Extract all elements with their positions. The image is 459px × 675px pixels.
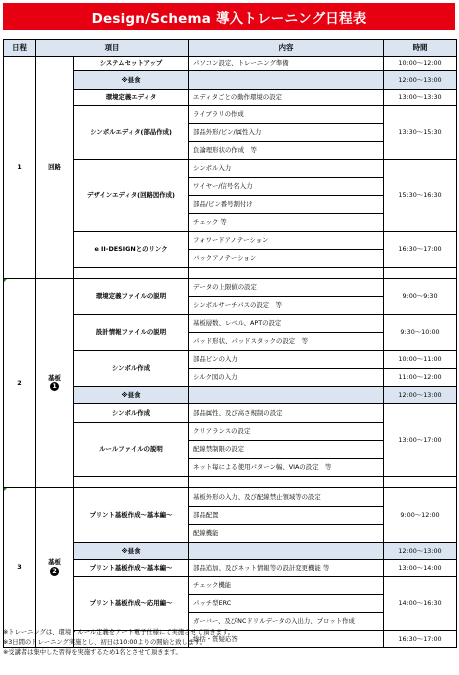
lunch-label: ※昼食 (74, 543, 189, 560)
item-pcb-basic-2: プリント基板作成～基本編～ (74, 560, 189, 577)
day-3-circle-number: 2 (50, 567, 59, 576)
table-row (4, 57, 457, 71)
content-pcb-basic: 部品配置 (189, 507, 384, 525)
time-design-rule: 9:30～10:00 (384, 315, 457, 351)
time-symbol-editor: 13:30～15:30 (384, 106, 457, 160)
day-3-category (36, 488, 74, 648)
content-pcb-advanced: ガーバー、及びNCドリルデータの入出力、プロット作成 (189, 613, 384, 631)
note-line: ※受講者は集中した習得を実施するため1名とさせて頂きます。 (3, 649, 182, 656)
item-env-file: 環境定義ファイルの説明 (74, 279, 189, 315)
item-symbol-editor: シンボルエディタ(部品作成) (74, 106, 189, 160)
content-symbol-editor: 負論理形状の作成 等 (189, 142, 384, 160)
header-day: 日程 (4, 40, 36, 57)
item-link: e II-DESIGNとのリンク (74, 232, 189, 268)
lunch-time: 12:00～13:00 (384, 387, 457, 404)
lunch-time: 12:00～13:00 (384, 543, 457, 560)
time-env-file: 9:00～9:30 (384, 279, 457, 315)
content-design-editor: 部品/ピン番号割付け (189, 196, 384, 214)
time-pcb-basic: 9:00～12:00 (384, 488, 457, 543)
item-pcb-basic: プリント基板作成～基本編～ (74, 488, 189, 543)
time-system-setup: 10:00～12:00 (384, 57, 457, 71)
time-pcb-advanced: 14:00～16:30 (384, 577, 457, 631)
content-rule-file: ネット毎による使用パターン幅、VIAの設定 等 (189, 459, 384, 477)
time-env-editor: 13:00～13:30 (384, 90, 457, 106)
lunch-time: 12:00～13:00 (384, 71, 457, 90)
content-env-file: シンボルサーチパスの設定 等 (189, 297, 384, 315)
lunch-content (189, 387, 384, 404)
item-design-editor: デザインエディタ(回路図作成) (74, 160, 189, 232)
content-symbol-create: シルク図の入力 (189, 369, 384, 387)
content-link: フォワードアノテーション (189, 232, 384, 250)
content-env-editor: エディタごとの動作環境の設定 (189, 90, 384, 106)
content-link: バックアノテーション (189, 250, 384, 268)
time-symbol-create: 11:00～12:00 (384, 369, 457, 387)
content-design-rule: パッド形状、パッドスタックの設定 等 (189, 333, 384, 351)
time-symbol-create: 10:00～11:00 (384, 351, 457, 369)
header-item: 項目 (36, 40, 189, 57)
content-pcb-advanced: チェック機能 (189, 577, 384, 595)
content-design-editor: シンボル入力 (189, 160, 384, 178)
item-design-rule: 設計情報ファイルの説明 (74, 315, 189, 351)
lunch-label: ※昼食 (74, 71, 189, 90)
content-env-file: データの上限値の設定 (189, 279, 384, 297)
lunch-label: ※昼食 (74, 387, 189, 404)
content-symbol-create-2: 部品属性、及び高さ規制の設定 (189, 404, 384, 423)
time-qa: 16:30～17:00 (384, 631, 457, 648)
item-symbol-create-2: シンボル作成 (74, 404, 189, 423)
note-line: ※トレーニングは、環境・ルール定義をアート電子仕様にて実施させて頂きます。 (3, 629, 235, 636)
header-row (4, 40, 457, 57)
content-pcb-basic: 基板外形の入力、及び配線禁止領域等の設定 (189, 488, 384, 507)
content-pcb-basic: 配線機能 (189, 525, 384, 543)
content-pcb-advanced: パッチ型ERC (189, 595, 384, 613)
content-design-rule: 基板層数、レベル、APTの設定 (189, 315, 384, 333)
day-2-category (36, 279, 74, 488)
time-rule-file: 13:00～17:00 (384, 404, 457, 477)
time-design-editor: 15:30～16:30 (384, 160, 457, 232)
header-content: 内容 (189, 40, 384, 57)
day-3-category-label: 基板 (48, 558, 61, 567)
day-1-number: 1 (4, 57, 36, 279)
page-title: Design/Schema 導入トレーニング日程表 (3, 3, 455, 30)
content-rule-file: 配線禁制限の設定 (189, 441, 384, 459)
table-row (4, 279, 457, 297)
note-line: ※3日間のトレーニング実施とし、初日は10:00よりの開始と致します。 (3, 639, 207, 646)
item-symbol-create: シンボル作成 (74, 351, 189, 387)
content-symbol-editor: 部品外形/ピン/属性入力 (189, 124, 384, 142)
table-row (4, 488, 457, 507)
content-symbol-editor: ライブラリの作成 (189, 106, 384, 124)
item-env-editor: 環境定義エディタ (74, 90, 189, 106)
content-pcb-basic-2: 部品追加、及びネット情報等の設計変更機能 等 (189, 560, 384, 577)
header-time: 時間 (384, 40, 457, 57)
content-qa: 総括・質疑応答 (189, 631, 384, 648)
day-1-category: 回路 (36, 57, 74, 279)
item-system-setup: システムセットアップ (74, 57, 189, 71)
schedule-table (3, 39, 457, 648)
content-symbol-create: 部品ピンの入力 (189, 351, 384, 369)
time-pcb-basic-2: 13:00～14:00 (384, 560, 457, 577)
day-2-circle-number: 1 (50, 382, 59, 391)
day-2-category-label: 基板 (48, 373, 61, 382)
time-link: 16:30～17:00 (384, 232, 457, 268)
lunch-content (189, 543, 384, 560)
lunch-content (189, 71, 384, 90)
day-2-number: 2 (4, 279, 36, 488)
item-rule-file: ルールファイルの説明 (74, 423, 189, 477)
content-rule-file: クリアランスの設定 (189, 423, 384, 441)
item-pcb-advanced: プリント基板作成～応用編～ (74, 577, 189, 631)
notes (3, 628, 458, 658)
content-system-setup: パソコン設定、トレーニング準備 (189, 57, 384, 71)
content-design-editor: チェック 等 (189, 214, 384, 232)
day-3-number: 3 (4, 488, 36, 648)
content-design-editor: ワイヤー/信号名入力 (189, 178, 384, 196)
